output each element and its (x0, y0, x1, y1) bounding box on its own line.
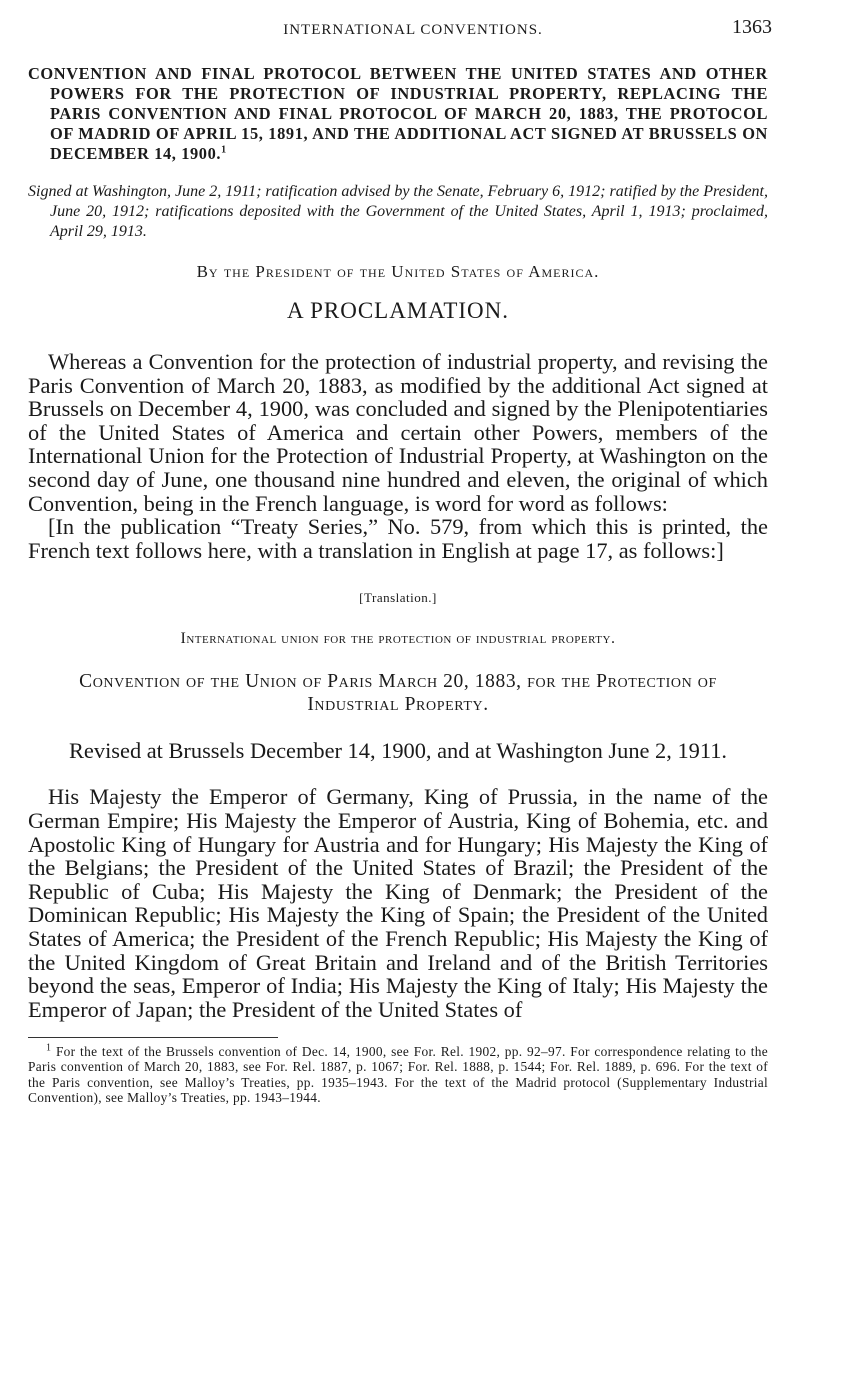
running-head-title: INTERNATIONAL CONVENTIONS. (283, 22, 543, 38)
footnote-divider (28, 1037, 278, 1038)
document-title (28, 64, 768, 164)
title-footnote-marker: 1 (221, 144, 227, 156)
page-number: 1363 (732, 16, 772, 38)
union-heading: International union for the protection of industrial property. (180, 630, 616, 648)
revised-dates-line: Revised at Brussels December 14, 1900, and at Washington June 2, 1911. (69, 738, 727, 764)
whereas-paragraph: Whereas a Convention for the protection of industrial property, and revising the Paris Convention of March 20, 1883, as modified by the additional Act signed at Brussels on December 4, 1900, was concluded and signed by the Plenipotentiaries of the United States of America and certain other Powers, members of the International Union for the Protection of Industrial Property, at Washington on the second day of June, one thousand nine hundred and eleven, the original of which Convention, being in the French language, is word for word as follows: (28, 349, 768, 516)
running-head (28, 12, 772, 40)
footnote (28, 1044, 768, 1105)
by-the-president-line: By the President of the United States of America. (196, 262, 600, 281)
document-page (28, 12, 772, 1105)
document-title-text: CONVENTION AND FINAL PROTOCOL BETWEEN THE UNITED STATES AND OTHER POWERS FOR THE PROTECTION OF INDUSTRIAL PROPERTY, REPLACING THE PARIS CONVENTION AND FINAL PROTOCOL OF MARCH 20, 1883, THE PROTOCOL OF MADRID OF APRIL 15, 1891, AND THE ADDITIONAL ACT SIGNED AT BRUSSELS ON DECEMBER 14, 1900. (28, 64, 768, 163)
proclamation-heading: A PROCLAMATION. (286, 298, 510, 323)
convention-heading: Convention of the Union of Paris March 20, 1883, for the Protection of Industrial Property. (79, 671, 717, 716)
translation-label: [Translation.] (359, 590, 437, 606)
bracketed-publication-note: [In the publication “Treaty Series,” No. 579, from which this is printed, the French text follows here, with a translation in English at page 17, as follows:] (28, 514, 768, 563)
signatories-paragraph: His Majesty the Emperor of Germany, King of Prussia, in the name of the German Empire; His Majesty the Emperor of Austria, King of Bohemia, etc. and Apostolic King of Hungary for Austria and for Hungary; His Majesty the King of the Belgians; the President of the United States of Brazil; the President of the Republic of Cuba; His Majesty the King of Denmark; the President of the Dominican Republic; His Majesty the King of Spain; the President of the United States of America; the President of the French Republic; His Majesty the King of the United Kingdom of Great Britain and Ireland and of the British Territories beyond the seas, Emperor of India; His Majesty the King of Italy; His Majesty the Emperor of Japan; the President of the United States of (28, 784, 768, 1022)
footnote-marker: 1 (46, 1042, 52, 1054)
footnote-text: For the text of the Brussels convention of Dec. 14, 1900, see For. Rel. 1902, pp. 92–97. For correspondence relating to the Paris convention of March 20, 1883, see For. Rel. 1887, p. 1067; For. Rel. 1888, p. 1544; For. Rel. 1889, p. 696. For the text of the Paris convention, see Malloy’s Treaties, pp. 1935–1943. For the text of the Madrid protocol (Supplementary Industrial Convention), see Malloy’s Treaties, pp. 1943–1944. (28, 1044, 769, 1105)
signing-ratification-note: Signed at Washington, June 2, 1911; ratification advised by the Senate, February 6, 1912; ratified by the President, June 20, 1912; ratifications deposited with the Government of the United States, April 1, 1913; proclaimed, April 29, 1913. (28, 183, 768, 240)
